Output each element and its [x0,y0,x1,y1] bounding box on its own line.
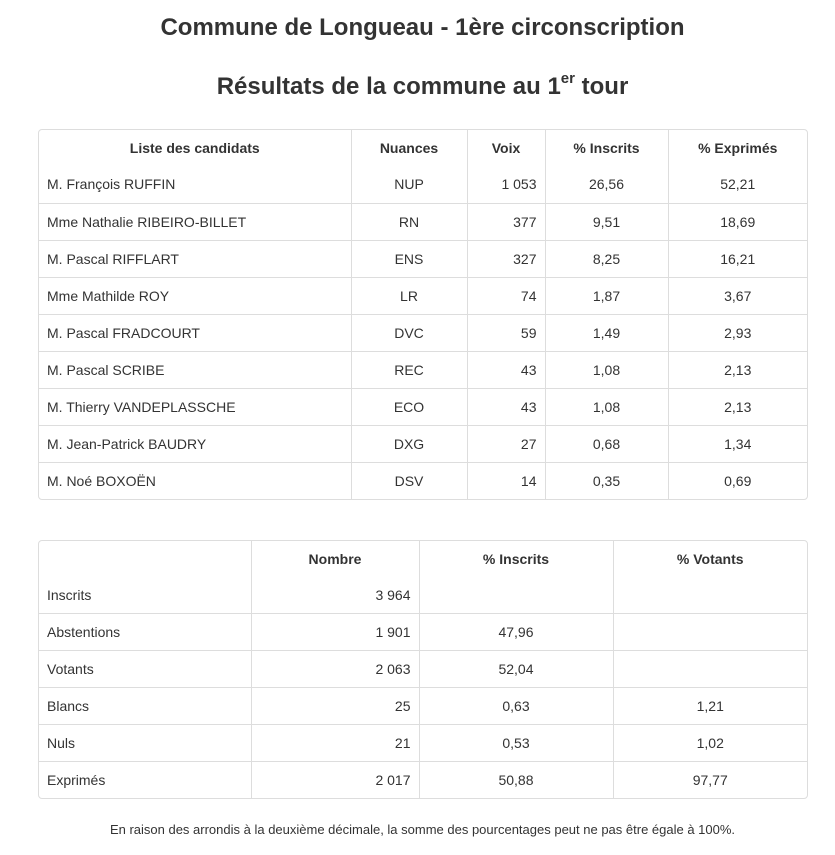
candidates-table-container [38,129,808,500]
candidate-name-cell: M. Pascal RIFFLART [39,240,351,277]
header-pct-inscrits: % Inscrits [545,130,668,166]
pct-votants-cell: 97,77 [613,762,807,799]
voix-cell: 1 053 [467,166,545,203]
nuance-cell: REC [351,351,467,388]
stats-table-container [38,540,808,799]
table-row [39,166,807,203]
pct-votants-cell [613,651,807,688]
table-row [39,351,807,388]
table-row [39,203,807,240]
header-voix: Voix [467,130,545,166]
page-title: Commune de Longueau - 1ère circonscription [160,14,685,41]
pct-inscrits-cell: 0,53 [419,725,613,762]
pct-votants-cell: 1,21 [613,688,807,725]
table-row [39,725,807,762]
nuance-cell: RN [351,203,467,240]
voix-cell: 59 [467,314,545,351]
table-row [39,462,807,499]
table-row [39,425,807,462]
candidate-name-cell: M. François RUFFIN [47,176,176,193]
pct-inscrits-cell: 26,56 [545,166,668,203]
rounding-note: En raison des arrondis à la deuxième décimale, la somme des pourcentages peut ne pas être égale à 100%. [109,822,736,837]
nuance-cell: LR [351,277,467,314]
nuance-cell: DSV [351,462,467,499]
header-nombre: Nombre [251,541,419,577]
pct-inscrits-cell: 50,88 [419,762,613,799]
pct-exprimes-cell: 1,34 [668,425,807,462]
nombre-cell: 2 017 [251,762,419,799]
voix-cell: 14 [467,462,545,499]
voix-cell: 27 [467,425,545,462]
candidates-header-row [39,130,807,166]
subtitle-prefix: Résultats de la commune au 1 [216,73,561,100]
voix-cell: 74 [467,277,545,314]
pct-exprimes-cell: 2,13 [668,351,807,388]
candidate-name-cell: Mme Nathalie RIBEIRO-BILLET [39,203,351,240]
table-row [39,688,807,725]
table-row [39,388,807,425]
header-candidates: Liste des candidats [129,140,260,156]
pct-exprimes-cell: 2,13 [668,388,807,425]
voix-cell: 327 [467,240,545,277]
pct-inscrits-cell: 0,63 [419,688,613,725]
subtitle-suffix: tour [574,73,629,100]
stat-label-cell: Inscrits [47,587,92,603]
stat-label-cell: Votants [39,651,251,688]
table-row [39,314,807,351]
nuance-cell: DVC [351,314,467,351]
nuance-cell: NUP [351,166,467,203]
header-empty [39,541,251,577]
voix-cell: 377 [467,203,545,240]
candidate-name-cell: M. Jean-Patrick BAUDRY [39,425,351,462]
pct-votants-cell [613,577,807,614]
stat-label-cell: Nuls [39,725,251,762]
page-subtitle [0,72,835,101]
pct-inscrits-cell: 52,04 [419,651,613,688]
stats-header-row [39,541,807,577]
candidate-name-cell: M. Noé BOXOËN [39,462,351,499]
table-row [39,277,807,314]
table-row [39,651,807,688]
nuance-cell: ECO [351,388,467,425]
pct-exprimes-cell: 18,69 [668,203,807,240]
candidate-name-cell: M. Thierry VANDEPLASSCHE [39,388,351,425]
pct-exprimes-cell: 52,21 [668,166,807,203]
subtitle-superscript: er [560,70,575,87]
pct-inscrits-cell: 1,08 [545,388,668,425]
pct-inscrits-cell: 1,87 [545,277,668,314]
stat-label-cell: Blancs [39,688,251,725]
pct-inscrits-cell: 0,68 [545,425,668,462]
pct-votants-cell: 1,02 [613,725,807,762]
stat-label-cell: Exprimés [39,762,251,799]
candidate-name-cell: Mme Mathilde ROY [39,277,351,314]
pct-inscrits-cell: 1,08 [545,351,668,388]
voix-cell: 43 [467,388,545,425]
nuance-cell: ENS [351,240,467,277]
candidate-name-cell: M. Pascal FRADCOURT [39,314,351,351]
pct-inscrits-cell [419,577,613,614]
nombre-cell: 25 [251,688,419,725]
pct-exprimes-cell: 0,69 [668,462,807,499]
nombre-cell: 21 [251,725,419,762]
table-row [39,762,807,799]
header-nuances: Nuances [351,130,467,166]
stat-label-cell: Abstentions [39,614,251,651]
nuance-cell: DXG [351,425,467,462]
pct-inscrits-cell: 9,51 [545,203,668,240]
pct-exprimes-cell: 16,21 [668,240,807,277]
header-pct-inscrits: % Inscrits [419,541,613,577]
table-row [39,240,807,277]
header-pct-votants: % Votants [613,541,807,577]
pct-votants-cell [613,614,807,651]
pct-exprimes-cell: 3,67 [668,277,807,314]
nombre-cell: 2 063 [251,651,419,688]
table-row [39,577,807,614]
stats-table [39,541,807,798]
pct-inscrits-cell: 8,25 [545,240,668,277]
pct-inscrits-cell: 47,96 [419,614,613,651]
table-row [39,614,807,651]
nombre-cell: 3 964 [251,577,419,614]
pct-inscrits-cell: 0,35 [545,462,668,499]
candidate-name-cell: M. Pascal SCRIBE [39,351,351,388]
pct-inscrits-cell: 1,49 [545,314,668,351]
nombre-cell: 1 901 [251,614,419,651]
candidates-table [39,130,807,499]
voix-cell: 43 [467,351,545,388]
pct-exprimes-cell: 2,93 [668,314,807,351]
header-pct-exprimes: % Exprimés [668,130,807,166]
